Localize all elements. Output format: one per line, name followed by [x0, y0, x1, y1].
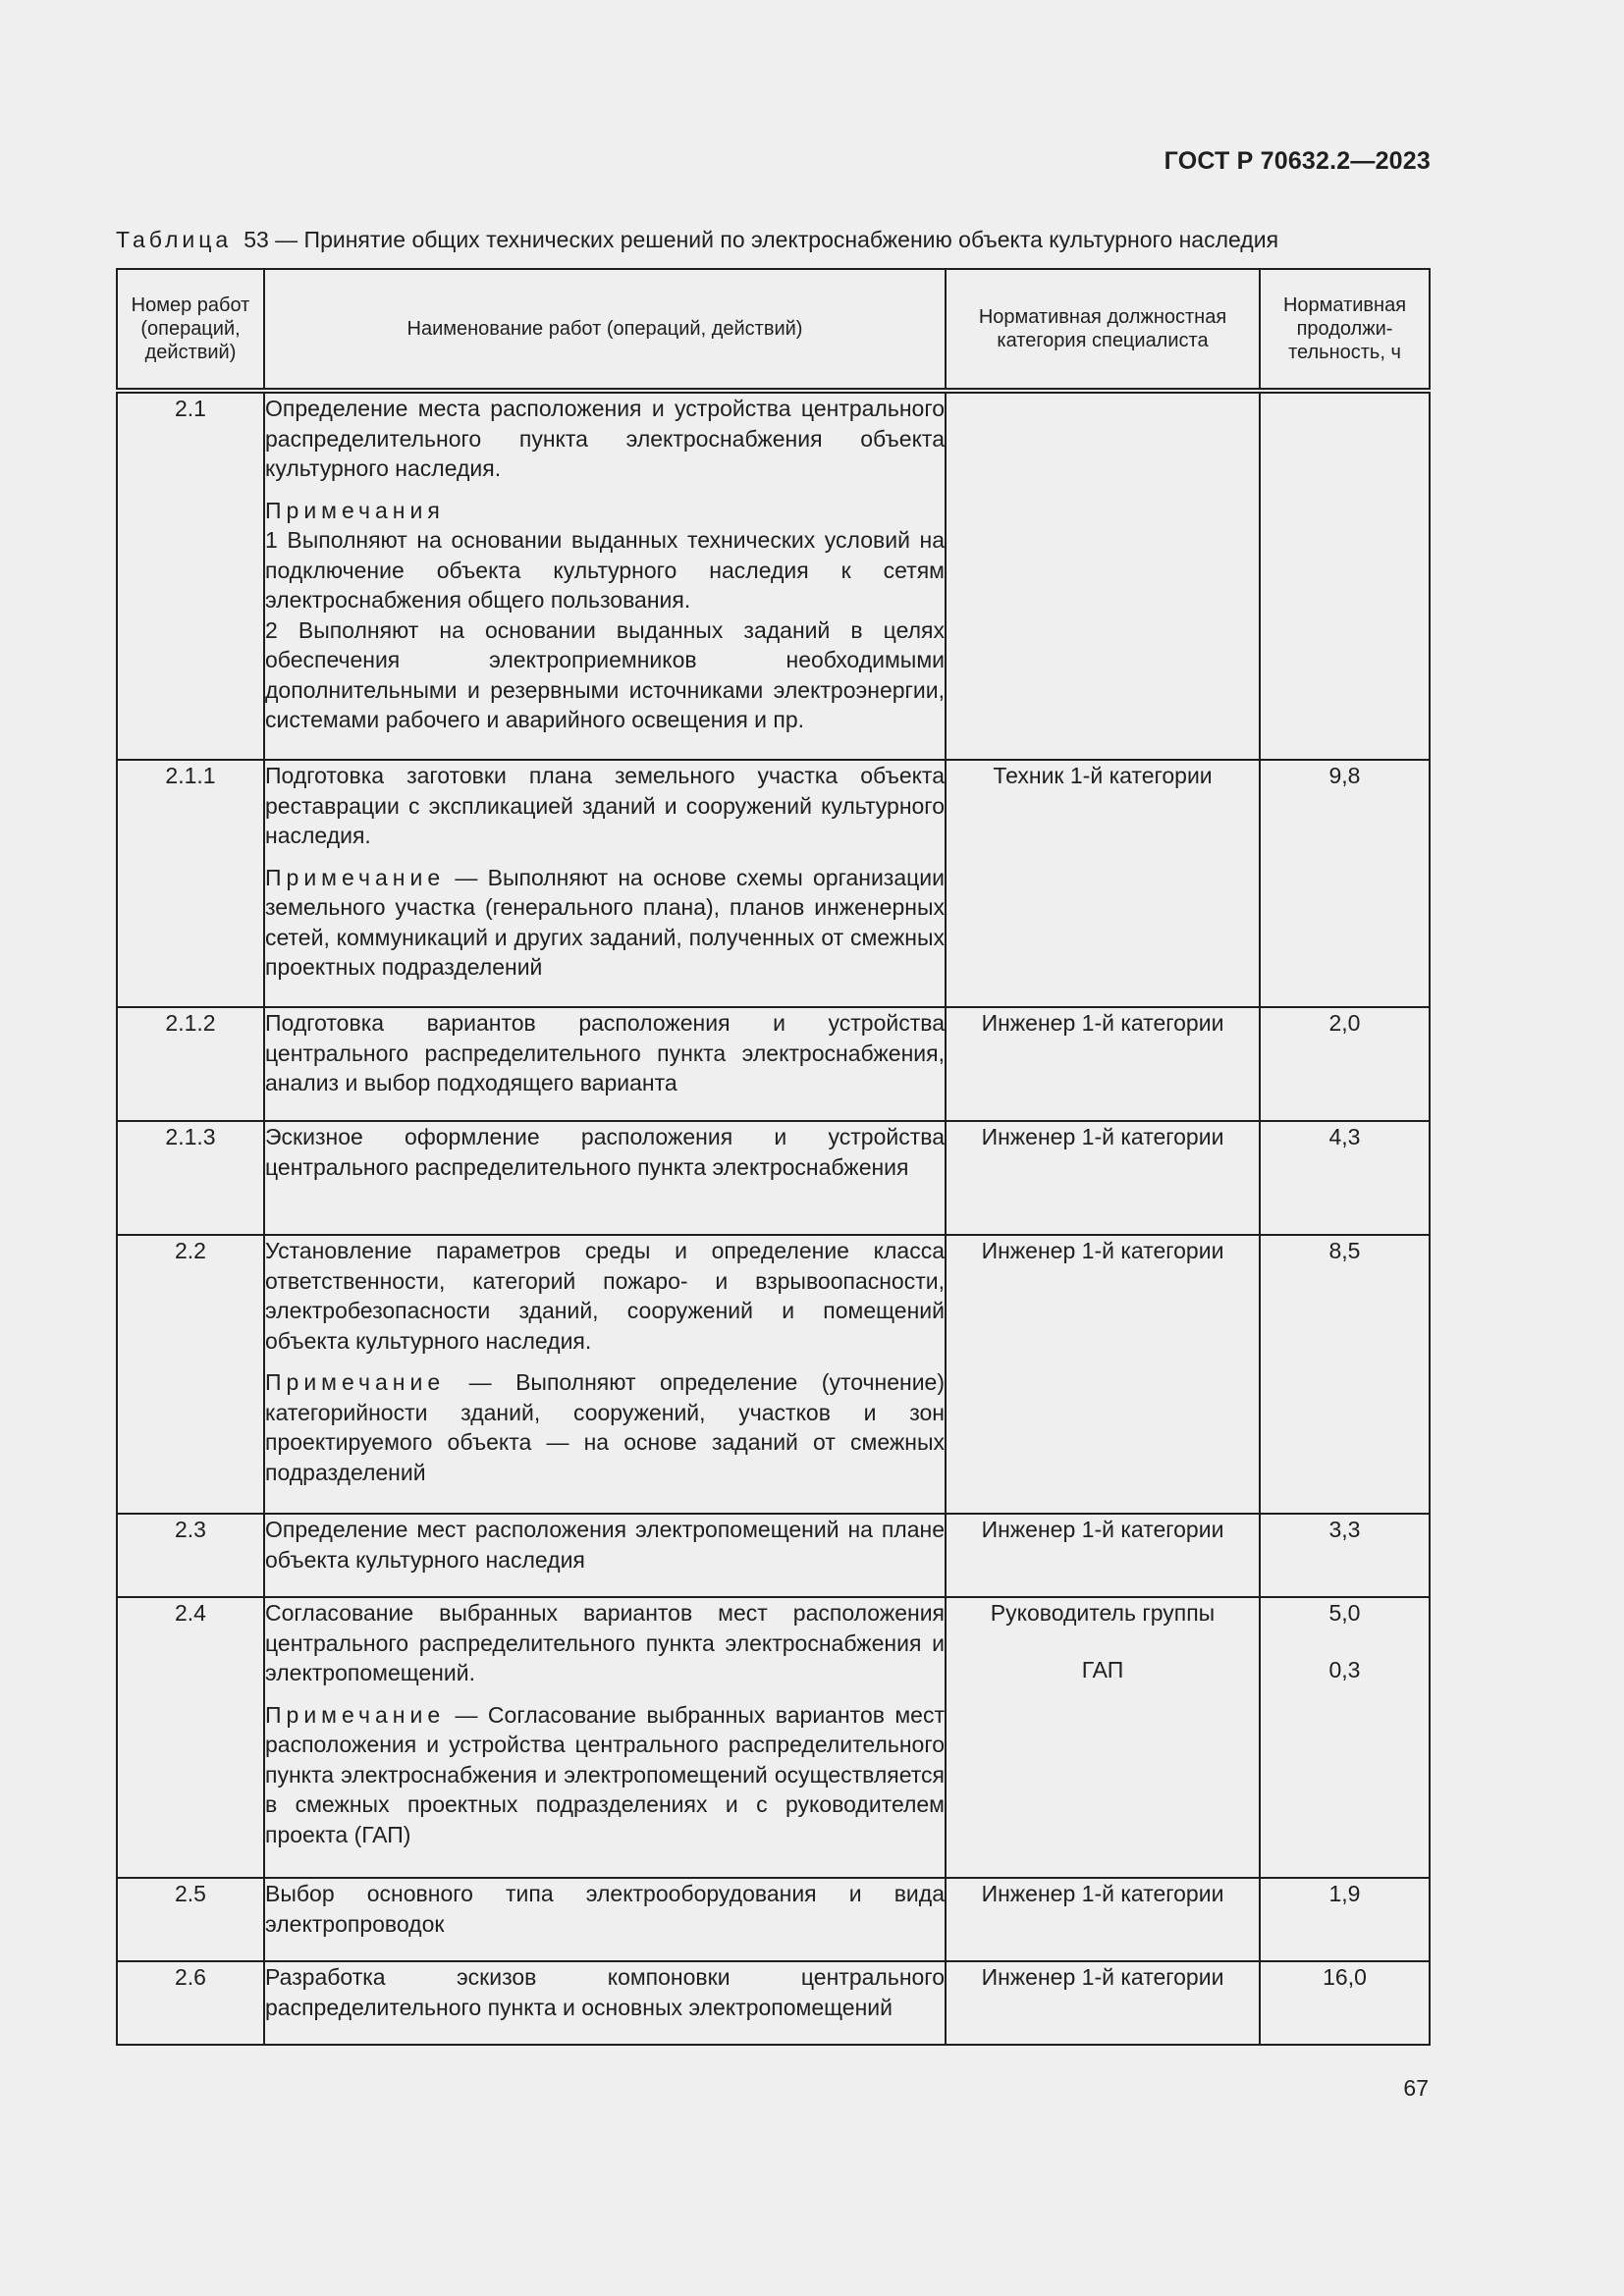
- row-text: Определение места расположения и устройства центрального распределительного пункта электроснабжения объекта культурного наследия.: [265, 396, 945, 481]
- table-row: [117, 760, 1430, 1007]
- row-num: 2.6: [117, 1961, 264, 2045]
- table-row: [117, 1007, 1430, 1121]
- table-row: [117, 1121, 1430, 1235]
- row-num: 2.5: [117, 1878, 264, 1961]
- row-duration: 8,5: [1260, 1235, 1430, 1514]
- duration-primary: 5,0: [1328, 1600, 1361, 1626]
- row-description: [264, 1514, 946, 1597]
- row-num: 2.4: [117, 1597, 264, 1878]
- table-row: [117, 1235, 1430, 1514]
- row-duration: 16,0: [1260, 1961, 1430, 2045]
- note-label: Примечание: [265, 1701, 446, 1728]
- table-row: [117, 391, 1430, 760]
- works-table: [116, 268, 1431, 2046]
- row-description: [264, 1961, 946, 2045]
- row-description: [264, 391, 946, 760]
- row-duration: [1260, 391, 1430, 760]
- table-header-row: [117, 269, 1430, 391]
- table-row: [117, 1597, 1430, 1878]
- row-duration: 4,3: [1260, 1121, 1430, 1235]
- row-note: [265, 496, 945, 735]
- note-label: Примечание: [265, 1369, 446, 1395]
- note-text: — Согласование выбранных вариантов мест расположения и устройства центрального распределительного пункта электроснабжения и электропомещений осуществляется в смежных проектных подразделениях и с руководителем проекта (ГАП): [265, 1701, 945, 1847]
- row-description: [264, 1878, 946, 1961]
- category-secondary: ГАП: [1081, 1656, 1124, 1682]
- table-row: [117, 1961, 1430, 2045]
- table-caption: [116, 227, 1278, 253]
- row-category: Инженер 1-й категории: [946, 1007, 1260, 1121]
- row-num: 2.1: [117, 391, 264, 760]
- row-num: 2.1.1: [117, 760, 264, 1007]
- row-duration: 3,3: [1260, 1514, 1430, 1597]
- row-text: Эскизное оформление расположения и устройства центрального распределительного пункта электроснабжения: [265, 1124, 945, 1180]
- row-text: Подготовка заготовки плана земельного участка объекта реставрации с экспликацией зданий и сооружений культурного наследия.: [265, 763, 945, 848]
- note-item: 1 Выполняют на основании выданных технических условий на подключение объекта культурного наследия к сетям электроснабжения общего пользования.: [265, 527, 945, 613]
- duration-secondary: 0,3: [1328, 1656, 1361, 1682]
- row-text: Согласование выбранных вариантов мест расположения центрального распределительного пункта электроснабжения и электропомещений.: [265, 1600, 945, 1685]
- header-category: Нормативная должностная категория специалиста: [946, 269, 1260, 391]
- row-note: [265, 1367, 945, 1487]
- row-duration: 2,0: [1260, 1007, 1430, 1121]
- row-category: Инженер 1-й категории: [946, 1961, 1260, 2045]
- row-category: Инженер 1-й категории: [946, 1878, 1260, 1961]
- row-text: Определение мест расположения электропомещений на плане объекта культурного наследия: [265, 1517, 945, 1573]
- row-description: [264, 1235, 946, 1514]
- table-row: [117, 1514, 1430, 1597]
- row-category: Техник 1-й категории: [946, 760, 1260, 1007]
- row-text: Разработка эскизов компоновки центрального распределительного пункта и основных электропомещений: [265, 1964, 945, 2020]
- table-row: [117, 1878, 1430, 1961]
- note-item: 2 Выполняют на основании выданных заданий в целях обеспечения электроприемников необходимыми дополнительными и резервными источниками электроэнергии, системами рабочего и аварийного освещения и пр.: [265, 616, 945, 732]
- row-description: [264, 1007, 946, 1121]
- row-duration: [1260, 1597, 1430, 1878]
- table-caption-label: Таблица: [116, 227, 233, 252]
- row-category: [946, 1597, 1260, 1878]
- row-category: Инженер 1-й категории: [946, 1121, 1260, 1235]
- row-text: Установление параметров среды и определение класса ответственности, категорий пожаро- и взрывоопасности, электробезопасности зданий, сооружений и помещений объекта культурного наследия.: [265, 1238, 945, 1354]
- row-num: 2.3: [117, 1514, 264, 1597]
- row-category: [946, 391, 1260, 760]
- row-duration: 9,8: [1260, 760, 1430, 1007]
- row-text: Выбор основного типа электрооборудования и вида электропроводок: [265, 1881, 945, 1937]
- note-text: — Выполняют определение (уточнение) категорийности зданий, сооружений, участков и зон проектируемого объекта — на основе заданий от смежных подразделений: [265, 1369, 945, 1485]
- header-name: Наименование работ (операций, действий): [264, 269, 946, 391]
- category-primary: Руководитель группы: [990, 1600, 1216, 1626]
- row-description: [264, 1597, 946, 1878]
- row-description: [264, 760, 946, 1007]
- row-num: 2.2: [117, 1235, 264, 1514]
- document-code: ГОСТ Р 70632.2—2023: [1164, 147, 1431, 175]
- row-category: Инженер 1-й категории: [946, 1235, 1260, 1514]
- row-text: Подготовка вариантов расположения и устройства центрального распределительного пункта электроснабжения, анализ и выбор подходящего варианта: [265, 1010, 945, 1095]
- row-num: 2.1.2: [117, 1007, 264, 1121]
- row-note: [265, 863, 945, 983]
- row-num: 2.1.3: [117, 1121, 264, 1235]
- header-num: Номер работ (операций, действий): [117, 269, 264, 391]
- note-text: — Выполняют на основе схемы организации земельного участка (генерального плана), планов инженерных сетей, коммуникаций и других заданий, полученных от смежных проектных подразделений: [265, 864, 945, 980]
- note-label: Примечания: [265, 497, 445, 523]
- row-category: Инженер 1-й категории: [946, 1514, 1260, 1597]
- row-note: [265, 1700, 945, 1850]
- row-description: [264, 1121, 946, 1235]
- page-number: 67: [1403, 2075, 1429, 2101]
- row-duration: 1,9: [1260, 1878, 1430, 1961]
- header-duration: Нормативная продолжи-тельность, ч: [1260, 269, 1430, 391]
- table-caption-text: 53 — Принятие общих технических решений по электроснабжению объекта культурного наследия: [244, 227, 1279, 252]
- note-label: Примечание: [265, 864, 446, 890]
